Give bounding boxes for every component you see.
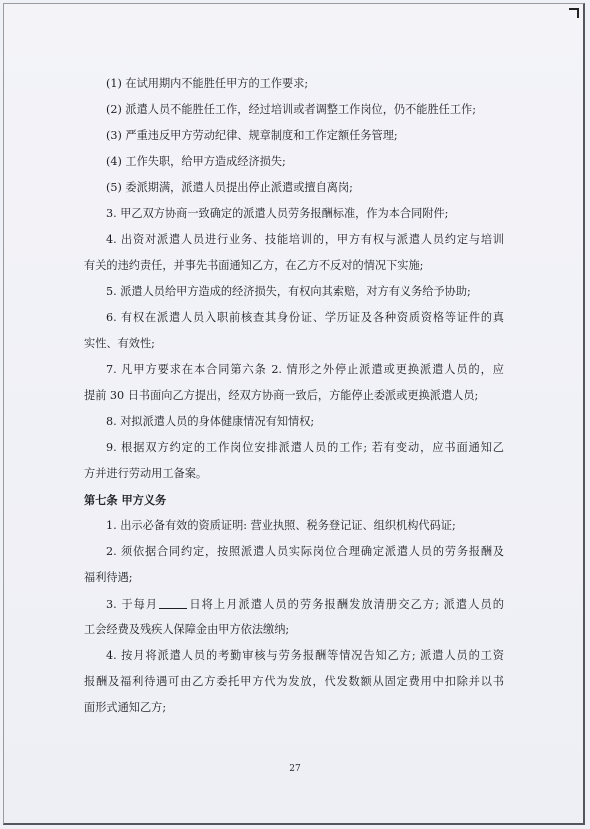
clause-line: (5) 委派期满，派遣人员提出停止派遣或擅自离岗; xyxy=(106,181,353,194)
clause-line: 7. 凡甲方要求在本合同第六条 2. 情形之外停止派遣或更换派遣人员的，应 xyxy=(106,363,504,376)
clause-line: 8. 对拟派遣人员的身体健康情况有知情权; xyxy=(106,415,315,428)
clause-line: 5. 派遣人员给甲方造成的经济损失，有权向其索赔，对方有义务给予协助; xyxy=(106,285,471,298)
clause-line: 工会经费及残疾人保障金由甲方依法缴纳; xyxy=(84,623,290,636)
clause-line: 9. 根据双方约定的工作岗位安排派遣人员的工作; 若有变动，应书面通知乙 xyxy=(106,441,504,454)
clause-text-before-blank: 3. 于每月 xyxy=(106,598,159,611)
clause-text-after-blank: 日将上月派遣人员的劳务报酬发放清册交乙方; 派遣人员的 xyxy=(188,598,504,611)
clause-line: (2) 派遣人员不能胜任工作，经过培训或者调整工作岗位，仍不能胜任工作; xyxy=(106,103,476,116)
clause-line: 4. 出资对派遣人员进行业务、技能培训的，甲方有权与派遣人员约定与培训 xyxy=(106,233,504,246)
clause-line: 3. 甲乙双方协商一致确定的派遣人员劳务报酬标准，作为本合同附件; xyxy=(106,207,449,220)
clause-line: 有关的违约责任，并事先书面通知乙方，在乙方不反对的情况下实施; xyxy=(84,259,424,272)
page-number: 27 xyxy=(289,764,301,774)
clause-line: 2. 须依据合同约定，按照派遣人员实际岗位合理确定派遣人员的劳务报酬及 xyxy=(106,545,504,558)
clause-line: 1. 出示必备有效的资质证明: 营业执照、税务登记证、组织机构代码证; xyxy=(106,519,456,532)
clause-line: (3) 严重违反甲方劳动纪律、规章制度和工作定额任务管理; xyxy=(106,129,398,142)
document-body xyxy=(84,78,504,714)
clause-line: 实性、有效性; xyxy=(84,337,155,350)
clause-line: 面形式通知乙方; xyxy=(84,701,167,714)
clause-line: (4) 工作失职，给甲方造成经济损失; xyxy=(106,155,286,168)
clause-line: 4. 按月将派遣人员的考勤审核与劳务报酬等情况告知乙方; 派遣人员的工资 xyxy=(106,649,504,662)
clause-line: 方并进行劳动用工备案。 xyxy=(84,467,208,480)
scan-corner-mark xyxy=(569,8,579,18)
clause-line: 福利待遇; xyxy=(84,571,133,584)
clause-line: 提前 30 日书面向乙方提出，经双方协商一致后，方能停止委派或更换派遣人员; xyxy=(84,389,479,402)
clause-line: (1) 在试用期内不能胜任甲方的工作要求; xyxy=(106,77,309,90)
clause-line: 报酬及福利待遇可由乙方委托甲方代为发放，代发数额从固定费用中扣除并以书 xyxy=(84,675,504,688)
clause-line-with-blank xyxy=(84,598,504,610)
clause-line: 6. 有权在派遣人员入职前核查其身份证、学历证及各种资质资格等证件的真 xyxy=(106,311,504,324)
section-heading: 第七条 甲方义务 xyxy=(84,493,167,507)
fill-in-blank xyxy=(159,598,187,609)
